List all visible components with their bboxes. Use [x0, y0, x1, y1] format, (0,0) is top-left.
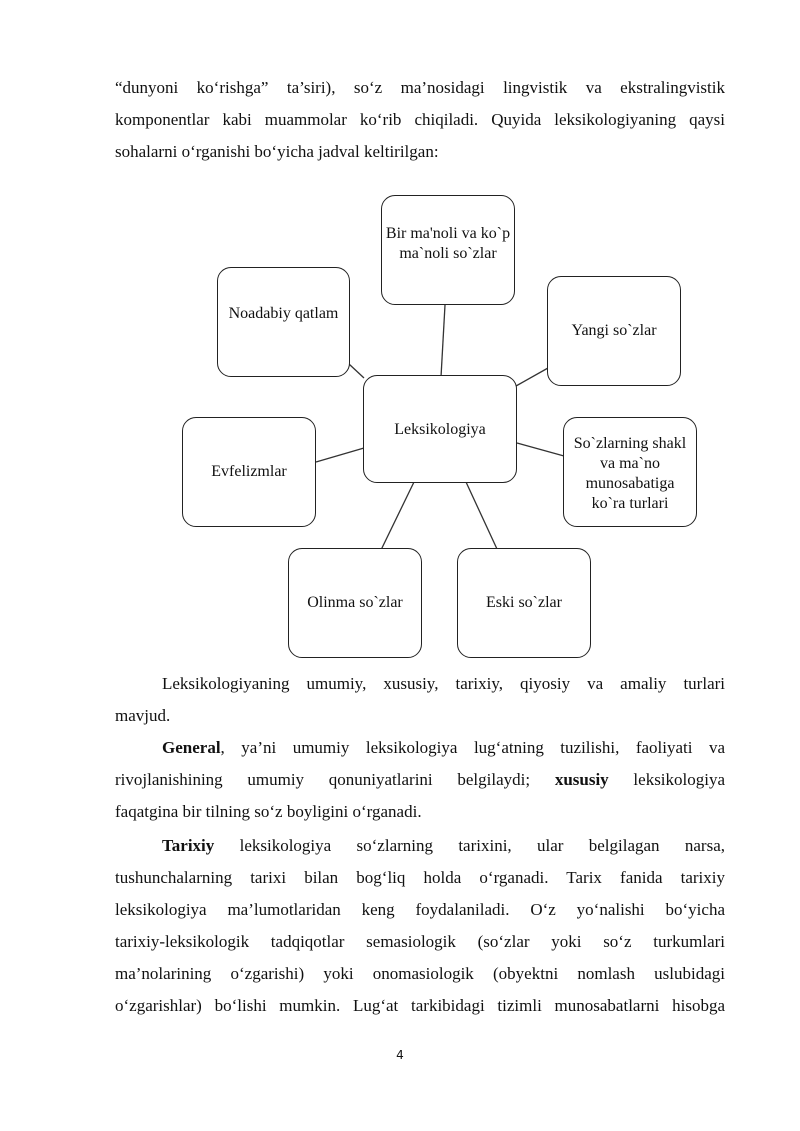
term-tarixiy: Tarixiy — [162, 836, 215, 855]
node-label: Leksikologiya — [394, 421, 486, 438]
diagram-node-left — [182, 417, 316, 527]
diagram-node-right — [563, 417, 697, 527]
connector-left — [316, 448, 364, 462]
node-label: Noadabiy qatlam — [228, 305, 339, 322]
connector-right — [517, 443, 564, 456]
diagram-node-top — [381, 195, 515, 305]
connector-top — [441, 305, 445, 377]
types-paragraph — [115, 668, 725, 732]
term-general: General — [162, 738, 221, 757]
term-xususiy: xususiy — [554, 770, 609, 789]
text-line: tushunchalarning tarixi bilan bog‘liq holda o‘rganadi. Tarix fanida tarixiy — [115, 868, 725, 887]
diagram-node-center — [363, 375, 517, 483]
node-label: Evfelizmlar — [211, 463, 287, 480]
text-line: Tarixiy leksikologiya so‘zlarning tarixini, ular belgilagan narsa, — [162, 836, 725, 855]
text-line: Leksikologiyaning umumiy, xususiy, tarixiy, qiyosiy va amaliy turlari — [162, 674, 725, 693]
diagram-node-bottom-left — [288, 548, 422, 658]
page-number: 4 — [396, 1048, 404, 1062]
text-line: ma’nolarining o‘zgarishi) yoki onomasiologik (obyektni nomlash uslubidagi — [115, 964, 725, 983]
text-line: tarixiy-leksikologik tadqiqotlar semasiologik (so‘zlar yoki so‘z turkumlari — [115, 932, 725, 951]
intro-line: sohalarni o‘rganishi bo‘yicha jadval keltirilgan: — [115, 142, 439, 161]
connector-bottom-left — [381, 482, 414, 550]
diagram-node-bottom-right — [457, 548, 591, 658]
text-line: General, ya’ni umumiy leksikologiya lug‘atning tuzilishi, faoliyati va — [162, 738, 725, 757]
connector-bottom-right — [466, 482, 497, 549]
connector-top-right — [516, 368, 548, 386]
general-paragraph — [115, 732, 725, 828]
tarixiy-paragraph — [115, 830, 725, 1022]
node-label: So`zlarning shakl va ma`no munosabatiga ko`ra turlari — [573, 435, 687, 512]
diagram-node-top-right — [547, 276, 681, 386]
node-label: Olinma so`zlar — [307, 594, 403, 611]
text-line: mavjud. — [115, 706, 171, 725]
node-label: Yangi so`zlar — [571, 322, 657, 339]
text-line: leksikologiya ma’lumotlaridan keng foydalaniladi. O‘z yo‘nalishi bo‘yicha — [115, 900, 725, 919]
intro-line: “dunyoni ko‘rishga” ta’siri), so‘z ma’nosidagi lingvistik va ekstralingvistik — [115, 78, 725, 97]
intro-paragraph — [115, 72, 725, 168]
node-label: Eski so`zlar — [486, 594, 562, 611]
node-label: Bir ma'noli va ko`p ma`noli so`zlar — [385, 225, 511, 262]
diagram-node-top-left — [217, 267, 350, 377]
text-line: rivojlanishining umumiy qonuniyatlarini belgilaydi; xususiy leksikologiya — [115, 770, 726, 789]
connector-top-left — [349, 364, 364, 378]
text-line: faqatgina bir tilning so‘z boyligini o‘rganadi. — [115, 802, 422, 821]
text-line: o‘zgarishlar) bo‘lishi mumkin. Lug‘at tarkibidagi tizimli munosabatlarni hisobga — [115, 996, 725, 1015]
intro-line: komponentlar kabi muammolar ko‘rib chiqiladi. Quyida leksikologiyaning qaysi — [115, 110, 725, 129]
